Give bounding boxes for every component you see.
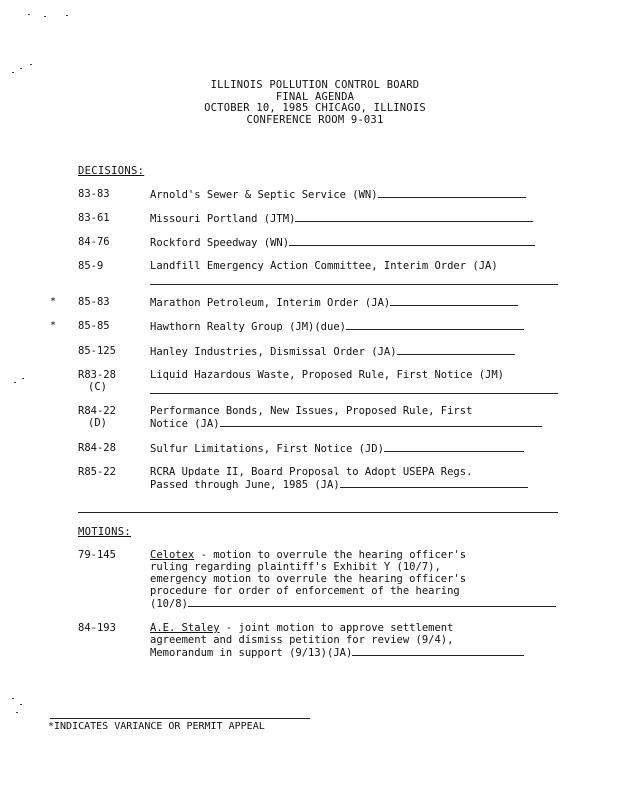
decision-docket-number: 85-9 (78, 260, 104, 272)
variance-asterisk: * (50, 296, 57, 307)
footnote-rule (50, 718, 310, 719)
decisions-heading: DECISIONS: (78, 165, 145, 177)
decision-description: Sulfur Limitations, First Notice (JD) (150, 443, 384, 455)
header-date-location: OCTOBER 10, 1985 CHICAGO, ILLINOIS (204, 102, 426, 114)
decision-docket-number: R84-22 (78, 405, 116, 417)
motion-description: - motion to overrule the hearing officer's (194, 549, 467, 561)
motions-heading: MOTIONS: (78, 526, 131, 538)
variance-asterisk: * (50, 320, 57, 331)
decision-description: Hanley Industries, Dismissal Order (JA) (150, 346, 397, 358)
blank-line (150, 393, 558, 394)
blank-line (150, 284, 558, 285)
decision-description-cont: Notice (JA) (150, 418, 220, 430)
decision-description: RCRA Update II, Board Proposal to Adopt USEPA Regs. (150, 466, 473, 478)
decision-docket-number: 85-125 (78, 345, 116, 357)
decision-docket-number: 83-83 (78, 188, 110, 200)
motion-description-cont: emergency motion to overrule the hearing officer's (150, 573, 467, 585)
scan-speck (66, 15, 68, 16)
decision-docket-suffix: (C) (88, 381, 107, 393)
motion-party: A.E. Staley (150, 622, 220, 634)
decision-description: Arnold's Sewer & Septic Service (WN) (150, 189, 378, 201)
agenda-header (150, 80, 480, 126)
decision-docket-number: 85-85 (78, 320, 110, 332)
decision-docket-number: 83-61 (78, 212, 110, 224)
motion-description-cont: procedure for order of enforcement of the hearing (150, 585, 460, 597)
scan-speck (12, 698, 14, 699)
scan-speck (30, 64, 32, 65)
motion-description-cont: ruling regarding plaintiff's Exhibit Y (10/7), (150, 561, 441, 573)
decision-description: Missouri Portland (JTM) (150, 213, 296, 225)
scan-speck (16, 712, 18, 713)
decision-description: Liquid Hazardous Waste, Proposed Rule, First Notice (JM) (150, 369, 505, 381)
scan-speck (20, 704, 22, 705)
motion-description: - joint motion to approve settlement (219, 622, 454, 634)
decision-description: Rockford Speedway (WN) (150, 237, 290, 249)
scan-speck (44, 16, 46, 17)
decision-docket-number: 85-83 (78, 296, 110, 308)
decision-description: Hawthorn Realty Group (JM)(due) (150, 321, 346, 333)
motion-description-cont: (10/8) (150, 598, 188, 610)
footnote: *INDICATES VARIANCE OR PERMIT APPEAL (48, 721, 265, 732)
decision-docket-suffix: (D) (88, 417, 107, 429)
scan-speck (28, 14, 30, 15)
motion-docket-number: 84-193 (78, 622, 116, 634)
scan-speck (14, 382, 16, 383)
decision-docket-number: R84-28 (78, 442, 116, 454)
header-board-name: ILLINOIS POLLUTION CONTROL BOARD (210, 79, 420, 91)
decision-docket-number: 84-76 (78, 236, 110, 248)
header-room: CONFERENCE ROOM 9-031 (246, 113, 384, 126)
scan-speck (22, 378, 24, 379)
decision-description: Performance Bonds, New Issues, Proposed Rule, First (150, 405, 473, 417)
decision-description: Marathon Petroleum, Interim Order (JA) (150, 297, 391, 309)
motion-docket-number: 79-145 (78, 549, 116, 561)
scan-speck (20, 68, 22, 69)
header-agenda-title: FINAL AGENDA (275, 90, 355, 103)
decision-docket-number: R83-28 (78, 369, 116, 381)
motion-description-cont: agreement and dismiss petition for review (9/4), (150, 634, 454, 646)
decision-description: Landfill Emergency Action Committee, Interim Order (JA) (150, 260, 498, 272)
decision-description-cont: Passed through June, 1985 (JA) (150, 479, 340, 491)
decision-docket-number: R85-22 (78, 466, 116, 478)
motion-description-cont: Memorandum in support (9/13)(JA) (150, 647, 353, 659)
motion-party: Celotex (150, 549, 195, 561)
scan-speck (12, 72, 14, 73)
section-divider (78, 512, 558, 513)
